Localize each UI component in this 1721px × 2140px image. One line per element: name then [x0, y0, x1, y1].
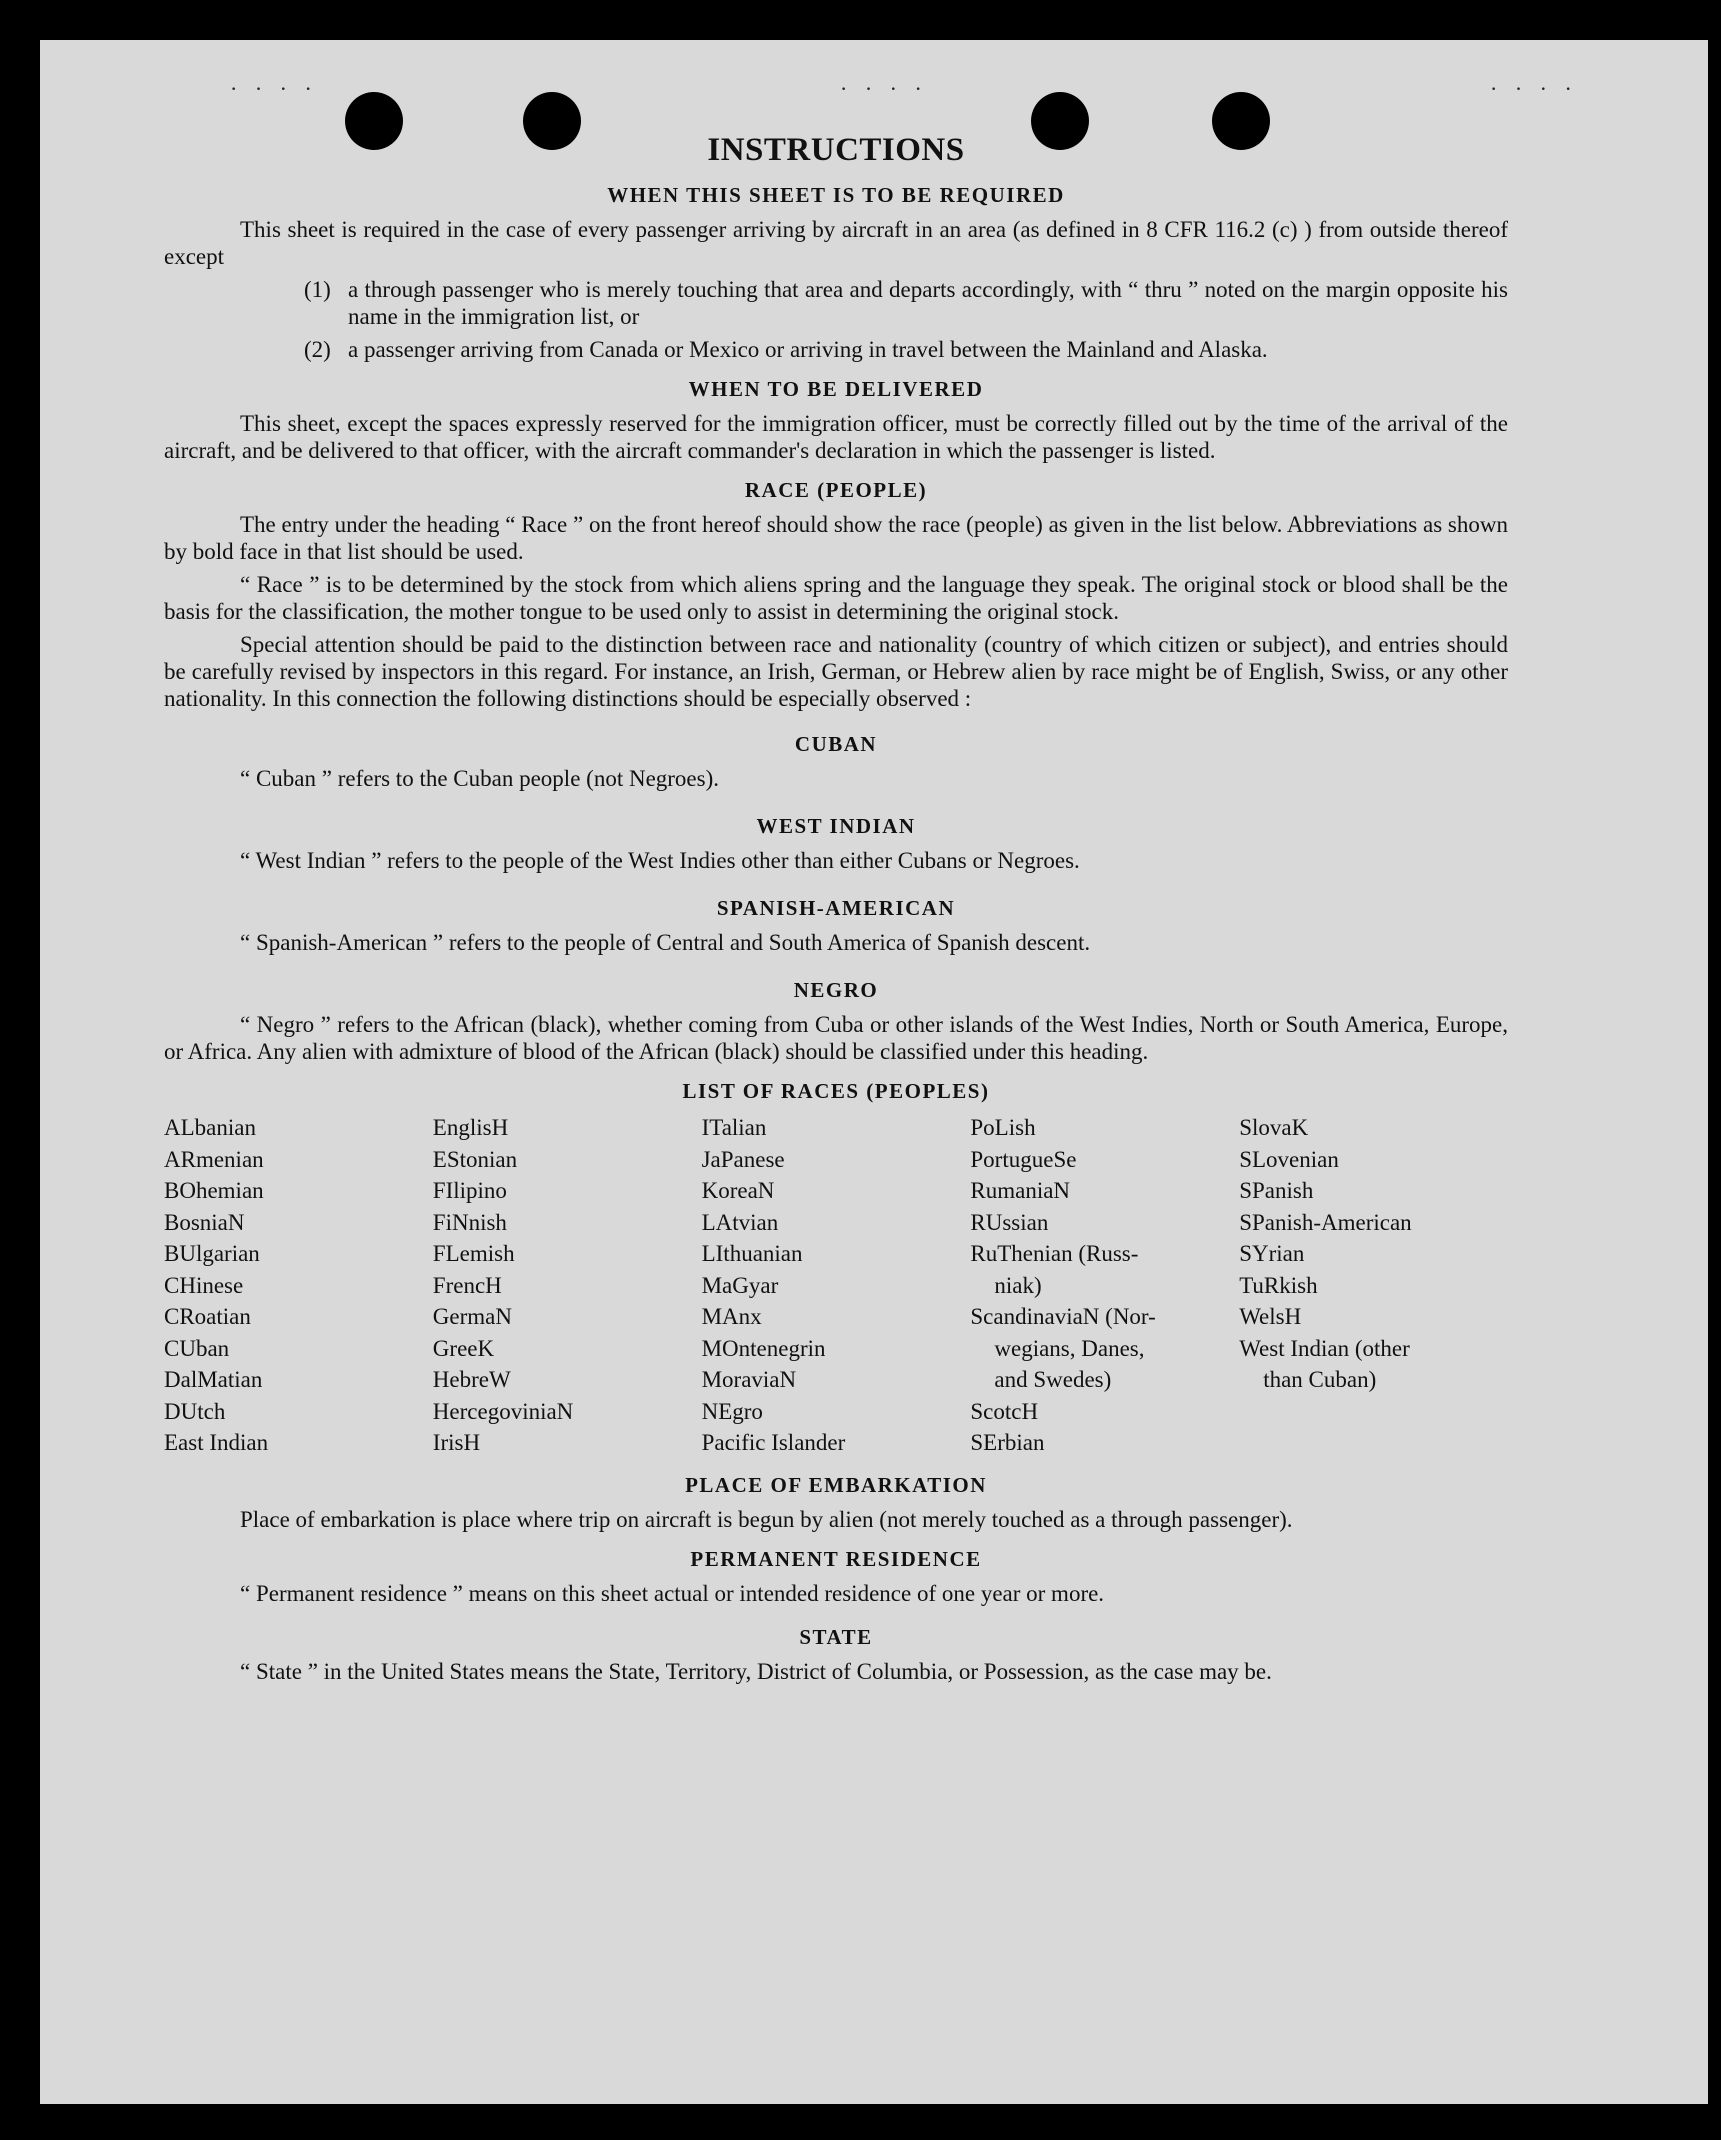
race-entry: SLovenian	[1239, 1146, 1339, 1172]
required-intro: This sheet is required in the case of every passenger arriving by aircraft in an area (as defined in 8 CFR 116.2 (c) ) from outside thereof except	[164, 217, 1508, 269]
race-entry: East Indian	[164, 1430, 269, 1455]
race-entry: TuRkish	[1239, 1272, 1318, 1298]
race-column	[702, 1112, 971, 1459]
race-entry: CUban	[164, 1335, 230, 1361]
race-paragraph-1: The entry under the heading “ Race ” on the front hereof should show the race (people) as given in the list below. Abbreviations as shown by bold face in that list should be used.	[164, 512, 1508, 564]
race-entry: ARmenian	[164, 1146, 264, 1172]
race-entry: niak)	[994, 1272, 1042, 1298]
race-entry: PortugueSe	[970, 1146, 1077, 1172]
delivered-text: This sheet, except the spaces expressly reserved for the immigration officer, must be correctly filled out by the time of the arrival of the aircraft, and be delivered to that officer, with the aircraft commander's declaration in which the passenger is listed.	[164, 411, 1508, 463]
state-text: “ State ” in the United States means the State, Territory, District of Columbia, or Possession, as the case may be.	[240, 1658, 1272, 1684]
section-heading-required: WHEN THIS SHEET IS TO BE REQUIRED	[607, 183, 1065, 207]
section-heading-state: STATE	[799, 1624, 873, 1649]
race-entry: BUlgarian	[164, 1241, 260, 1266]
page-title: INSTRUCTIONS	[707, 132, 965, 168]
race-paragraph-3: Special attention should be paid to the distinction between race and nationality (country of which citizen or subject), and entries should be carefully revised by inspectors in this regard. For instance, an Irish, German, or Hebrew alien by race might be of English, Swiss, or any other nationality. In this connection the following distinctions should be especially observed :	[164, 632, 1508, 711]
west-indian-text: “ West Indian ” refers to the people of the West Indies other than either Cubans or Negroes.	[240, 848, 1080, 873]
race-entry: FiNnish	[432, 1209, 507, 1235]
race-entry: SlovaK	[1239, 1115, 1309, 1140]
race-entry: BOhemian	[164, 1178, 264, 1203]
race-entry: MOntenegrin	[701, 1335, 826, 1361]
race-entry: EStonian	[432, 1146, 518, 1172]
race-entry: BosniaN	[164, 1209, 245, 1235]
race-entry: CHinese	[164, 1272, 244, 1298]
race-entry: HebreW	[432, 1367, 511, 1392]
spanish-american-text: “ Spanish-American ” refers to the people of Central and South America of Spanish descent.	[240, 930, 1091, 955]
scan-speckle: · · · ·	[1490, 76, 1578, 101]
race-entry: RUssian	[970, 1209, 1049, 1235]
race-entry: FIlipino	[432, 1178, 507, 1203]
race-entry: SPanish-American	[1239, 1209, 1412, 1235]
race-list	[164, 1112, 1508, 1459]
negro-text: “ Negro ” refers to the African (black), whether coming from Cuba or other islands of the West Indies, North or South America, Europe, or Africa. Any alien with admixture of blood of the African (black) should be classified under this heading.	[164, 1012, 1508, 1064]
section-heading-west-indian: WEST INDIAN	[756, 814, 916, 838]
race-entry: RumaniaN	[970, 1178, 1071, 1203]
item-number: (1)	[304, 277, 331, 302]
race-entry: LIthuanian	[701, 1241, 803, 1266]
race-column	[970, 1112, 1239, 1459]
race-entry: EnglisH	[432, 1115, 509, 1140]
section-heading-embarkation: PLACE OF EMBARKATION	[685, 1472, 987, 1497]
item-text: a through passenger who is merely touching that area and departs accordingly, with “ thru ” noted on the margin opposite his name in the immigration list, or	[348, 277, 1508, 329]
list-item	[164, 276, 1508, 330]
race-entry: ALbanian	[164, 1115, 256, 1140]
race-entry: HercegoviniaN	[432, 1398, 574, 1424]
race-column	[433, 1112, 702, 1459]
list-item	[164, 336, 1508, 363]
section-heading-cuban: CUBAN	[794, 732, 878, 756]
section-heading-negro: NEGRO	[793, 978, 879, 1002]
race-entry: JaPanese	[701, 1146, 785, 1172]
race-paragraph-2: “ Race ” is to be determined by the stock from which aliens spring and the language they speak. The original stock or blood shall be the basis for the classification, the mother tongue to be used only to assist in determining the original stock.	[164, 572, 1508, 624]
race-entry: CRoatian	[164, 1304, 251, 1329]
race-entry: SPanish	[1239, 1178, 1314, 1203]
race-entry: and Swedes)	[994, 1367, 1112, 1392]
section-heading-race: RACE (PEOPLE)	[744, 478, 928, 502]
instructions-content	[164, 132, 1508, 1691]
race-entry: SYrian	[1239, 1241, 1305, 1266]
race-entry: FLemish	[432, 1241, 515, 1266]
race-entry: GermaN	[432, 1304, 512, 1329]
race-entry: MaGyar	[701, 1272, 779, 1298]
race-entry: West Indian (other	[1239, 1335, 1410, 1361]
race-entry: SErbian	[970, 1430, 1045, 1455]
race-entry: DUtch	[164, 1398, 226, 1424]
race-entry: MAnx	[701, 1304, 762, 1329]
race-entry: Pacific Islander	[701, 1430, 846, 1455]
race-entry: KoreaN	[701, 1178, 775, 1203]
section-heading-list: LIST OF RACES (PEOPLES)	[682, 1079, 990, 1103]
race-column	[1239, 1112, 1508, 1459]
race-entry: ITalian	[701, 1115, 767, 1140]
residence-text: “ Permanent residence ” means on this sheet actual or intended residence of one year or more.	[240, 1580, 1105, 1606]
race-entry: PoLish	[970, 1115, 1036, 1140]
race-entry: than Cuban)	[1263, 1367, 1377, 1392]
race-entry: WelsH	[1239, 1304, 1302, 1329]
section-heading-spanish-american: SPANISH-AMERICAN	[716, 896, 956, 920]
race-entry: LAtvian	[701, 1209, 779, 1235]
race-entry: GreeK	[432, 1335, 495, 1361]
cuban-text: “ Cuban ” refers to the Cuban people (not Negroes).	[240, 766, 720, 791]
item-number: (2)	[304, 337, 331, 362]
scan-speckle: · · · ·	[840, 76, 928, 101]
race-entry: RuThenian (Russ-	[970, 1241, 1139, 1266]
scan-speckle: · · · ·	[230, 76, 318, 101]
race-entry: wegians, Danes,	[994, 1335, 1145, 1361]
section-heading-residence: PERMANENT RESIDENCE	[690, 1546, 982, 1571]
race-entry: MoraviaN	[701, 1367, 797, 1392]
race-entry: ScandinaviaN (Nor-	[970, 1304, 1156, 1329]
race-entry: ScotcH	[970, 1398, 1039, 1424]
race-entry: IrisH	[432, 1430, 481, 1455]
race-column	[164, 1112, 433, 1459]
embarkation-text: Place of embarkation is place where trip on aircraft is begun by alien (not merely touched as a through passenger).	[240, 1506, 1293, 1532]
section-heading-delivered: WHEN TO BE DELIVERED	[688, 377, 984, 401]
race-entry: NEgro	[701, 1398, 763, 1424]
item-text: a passenger arriving from Canada or Mexico or arriving in travel between the Mainland and Alaska.	[348, 337, 1268, 362]
race-entry: FrencH	[432, 1272, 502, 1298]
race-entry: DalMatian	[164, 1367, 263, 1392]
